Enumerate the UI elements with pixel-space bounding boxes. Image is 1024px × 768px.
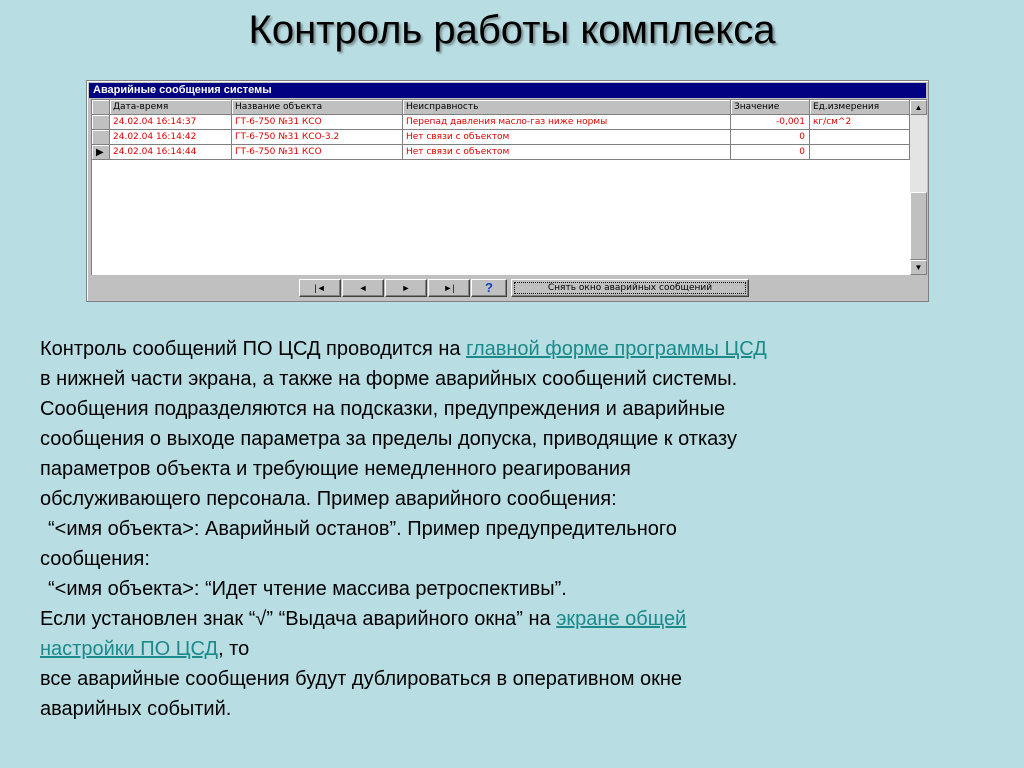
navigator-toolbar: [87, 277, 928, 299]
text-p9b: , то: [218, 638, 250, 660]
table-row[interactable]: [92, 145, 910, 160]
column-header-object[interactable]: Название объекта: [232, 100, 403, 115]
text-p5: обслуживающего персонала. Пример аварийного сообщения:: [40, 488, 617, 510]
header-indicator-cell: [92, 100, 110, 115]
text-p8: “<имя объекта>: “Идет чтение массива ретроспективы”.: [48, 578, 567, 600]
alarm-window: [86, 80, 929, 302]
text-p1b: в нижней части экрана, а также на форме аварийных сообщений системы.: [40, 368, 738, 390]
general-settings-link[interactable]: экране общей: [556, 608, 687, 630]
general-settings-link-cont[interactable]: настройки ПО ЦСД: [40, 638, 219, 660]
table-row[interactable]: [92, 115, 910, 130]
current-row-arrow-icon: ▶: [96, 147, 104, 158]
text-p10: все аварийные сообщения будут дублироваться в оперативном окне: [40, 668, 683, 690]
cell-unit: [810, 130, 910, 145]
description-text: [40, 334, 1000, 724]
cell-object: ГТ-6-750 №31 КСО: [232, 115, 403, 130]
text-p3: сообщения о выходе параметра за пределы допуска, приводящие к отказу: [40, 428, 737, 450]
first-record-button[interactable]: |◄: [299, 279, 341, 297]
text-p9a: Если установлен знак “√” “Выдача аварийного окна” на: [40, 608, 557, 630]
table-row[interactable]: [92, 130, 910, 145]
text-p4: параметров объекта и требующие немедленного реагирования: [40, 458, 631, 480]
prev-record-button[interactable]: ◄: [342, 279, 384, 297]
text-p2: Сообщения подразделяются на подсказки, предупреждения и аварийные: [40, 398, 726, 420]
column-header-fault[interactable]: Неисправность: [403, 100, 731, 115]
table-header: [92, 100, 910, 115]
column-header-unit[interactable]: Ед.измерения: [810, 100, 910, 115]
text-p11: аварийных событий.: [40, 698, 232, 720]
cell-fault: Перепад давления масло-газ ниже нормы: [403, 115, 731, 130]
text-p7: сообщения:: [40, 548, 150, 570]
cell-value: 0: [731, 130, 810, 145]
slide-title: Контроль работы комплекса: [248, 8, 776, 52]
next-record-button[interactable]: ►: [385, 279, 427, 297]
cell-unit: [810, 145, 910, 160]
row-indicator: [92, 115, 110, 130]
cell-fault: Нет связи с объектом: [403, 145, 731, 160]
scroll-down-button[interactable]: ▼: [910, 260, 927, 275]
cell-object: ГТ-6-750 №31 КСО: [232, 145, 403, 160]
row-indicator: [92, 145, 110, 160]
cell-datetime: 24.02.04 16:14:37: [110, 115, 232, 130]
main-form-link[interactable]: главной форме программы ЦСД: [466, 338, 767, 360]
column-header-datetime[interactable]: Дата-время: [110, 100, 232, 115]
cell-unit: кг/см^2: [810, 115, 910, 130]
cell-datetime: 24.02.04 16:14:44: [110, 145, 232, 160]
alarm-table: [91, 99, 927, 275]
column-header-value[interactable]: Значение: [731, 100, 810, 115]
scroll-up-button[interactable]: ▲: [910, 100, 927, 115]
cell-object: ГТ-6-750 №31 КСО-3.2: [232, 130, 403, 145]
scroll-thumb[interactable]: [910, 192, 927, 260]
text-p6: “<имя объекта>: Аварийный останов”. Пример предупредительного: [48, 518, 677, 540]
cell-datetime: 24.02.04 16:14:42: [110, 130, 232, 145]
cell-fault: Нет связи с объектом: [403, 130, 731, 145]
window-title: Аварийные сообщения системы: [89, 83, 926, 98]
cell-value: 0: [731, 145, 810, 160]
help-button[interactable]: ?: [471, 279, 507, 297]
close-alarm-window-button[interactable]: Снять окно аварийных сообщений: [511, 279, 749, 297]
row-indicator: [92, 130, 110, 145]
cell-value: -0,001: [731, 115, 810, 130]
text-p1a: Контроль сообщений ПО ЦСД проводится на: [40, 338, 467, 360]
last-record-button[interactable]: ►|: [428, 279, 470, 297]
vertical-scrollbar[interactable]: [910, 100, 927, 275]
